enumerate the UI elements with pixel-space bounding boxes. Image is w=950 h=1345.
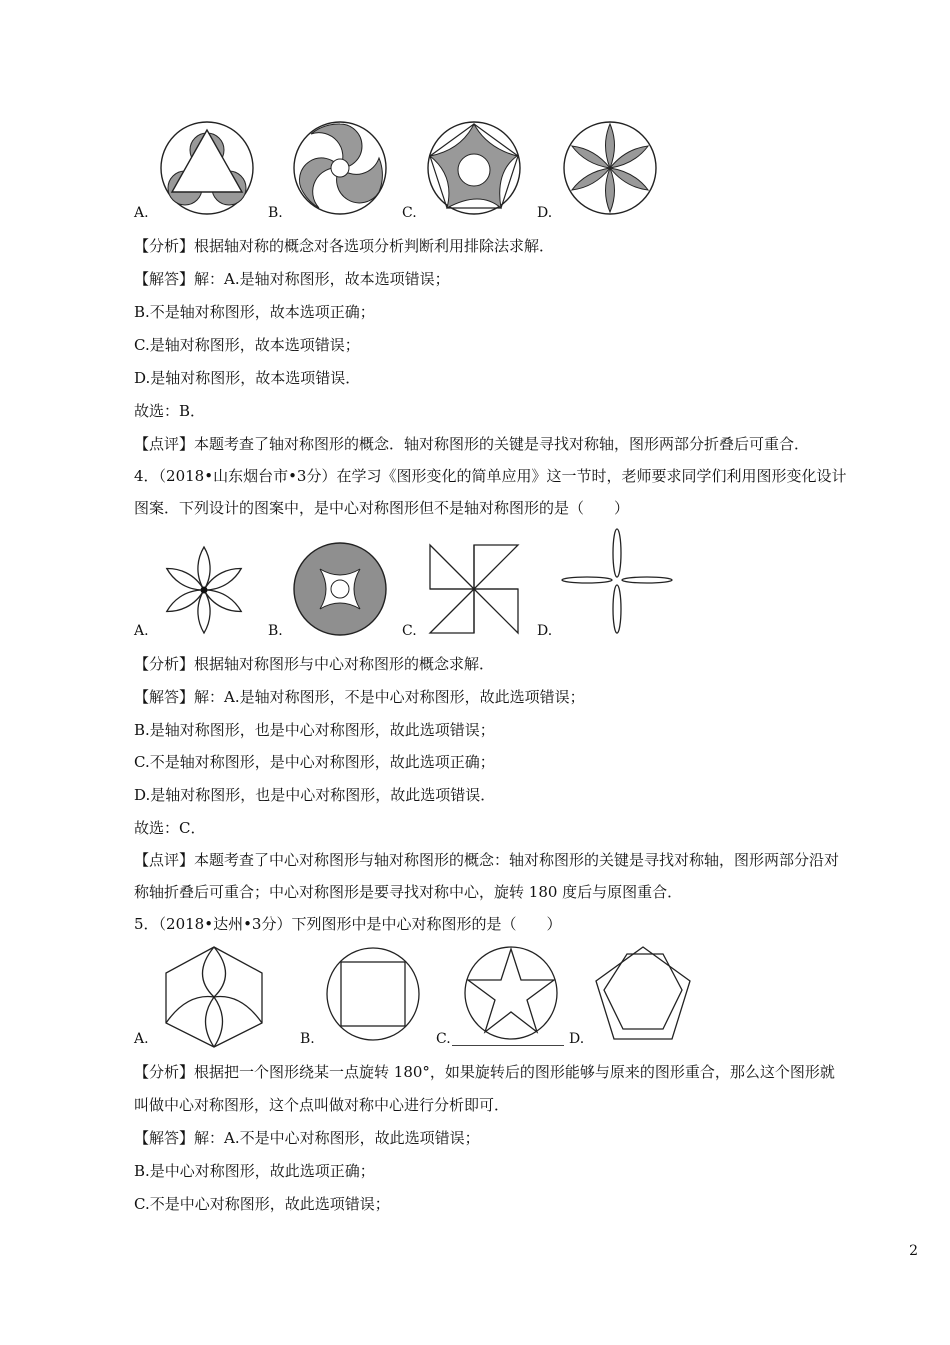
q5-figure-a [159, 945, 269, 1049]
q3-answer-line-4: D.是轴对称图形，故本选项错误． [134, 369, 361, 387]
q4-figure-a [158, 545, 250, 635]
page-number: 2 [909, 1243, 918, 1259]
q5-answer-line-1: 【解答】解：A.不是中心对称图形，故此选项错误； [134, 1129, 480, 1147]
q4-option-d-label: D. [537, 623, 553, 639]
q3-figure-c [425, 120, 523, 216]
q5-answer-line-3: C.不是中心对称图形，故此选项错误； [134, 1195, 390, 1213]
q5-figure-c [462, 945, 560, 1041]
q4-choice: 故选：C． [134, 819, 206, 837]
q3-option-d-label: D. [537, 205, 553, 221]
q5-analysis-line-1: 【分析】根据把一个图形绕某一点旋转 180°，如果旋转后的图形能够与原来的图形重合，那么这个图形就 [134, 1063, 835, 1081]
q5-option-c-label: C. [436, 1031, 451, 1047]
q4-figure-d [560, 527, 674, 635]
q3-answer-line-2: B.不是轴对称图形，故本选项正确； [134, 303, 375, 321]
q5-answer-line-2: B.是中心对称图形，故此选项正确； [134, 1162, 375, 1180]
q4-figure-c [428, 543, 520, 635]
q4-answer-line-3: C.不是轴对称图形，是中心对称图形，故此选项正确； [134, 753, 495, 771]
q4-stem-line-2: 图案．下列设计的图案中，是中心对称图形但不是轴对称图形的是（ ） [134, 499, 630, 517]
q4-option-b-label: B. [268, 623, 283, 639]
q3-figure-d [561, 120, 659, 216]
q5-option-d-label: D. [569, 1031, 585, 1047]
q3-option-c-label: C. [402, 205, 417, 221]
q4-comment-line-1: 【点评】本题考查了中心对称图形与轴对称图形的概念：轴对称图形的关键是寻找对称轴，图形两部分沿对 [134, 851, 840, 869]
q5-stem: 5．（2018•达州•3分）下列图形中是中心对称图形的是（ ） [134, 915, 562, 933]
q4-stem-line-1: 4．（2018•山东烟台市•3分）在学习《图形变化的简单应用》这一节时，老师要求同学们利用图形变化设计 [134, 467, 847, 485]
q4-comment-line-2: 称轴折叠后可重合；中心对称图形是要寻找对称中心，旋转 180 度后与原图重合． [134, 883, 683, 901]
q3-option-a-label: A. [134, 205, 149, 221]
q5-answer-blank-line [452, 1045, 564, 1046]
q5-option-b-label: B. [300, 1031, 315, 1047]
q3-figure-b [291, 120, 389, 216]
q3-answer-line-3: C.是轴对称图形，故本选项错误； [134, 336, 360, 354]
q4-answer-line-4: D.是轴对称图形，也是中心对称图形，故此选项错误． [134, 786, 496, 804]
q5-figure-d [593, 945, 693, 1043]
q3-analysis: 【分析】根据轴对称的概念对各选项分析判断利用排除法求解． [134, 237, 555, 255]
q5-figure-b [324, 946, 422, 1042]
q5-analysis-line-2: 叫做中心对称图形，这个点叫做对称中心进行分析即可． [134, 1096, 510, 1114]
q3-comment: 【点评】本题考查了轴对称图形的概念．轴对称图形的关键是寻找对称轴，图形两部分折叠后可重合． [134, 435, 810, 453]
q4-answer-line-1: 【解答】解：A.是轴对称图形，不是中心对称图形，故此选项错误； [134, 688, 585, 706]
q3-answer-line-1: 【解答】解：A.是轴对称图形，故本选项错误； [134, 270, 450, 288]
q4-analysis: 【分析】根据轴对称图形与中心对称图形的概念求解． [134, 655, 495, 673]
q4-answer-line-2: B.是轴对称图形，也是中心对称图形，故此选项错误； [134, 721, 495, 739]
q3-figure-a [158, 120, 256, 216]
q4-option-c-label: C. [402, 623, 417, 639]
q4-option-a-label: A. [134, 623, 149, 639]
q4-figure-b [292, 541, 388, 637]
q3-choice: 故选：B． [134, 402, 206, 420]
q5-option-a-label: A. [134, 1031, 149, 1047]
q3-option-b-label: B. [268, 205, 283, 221]
